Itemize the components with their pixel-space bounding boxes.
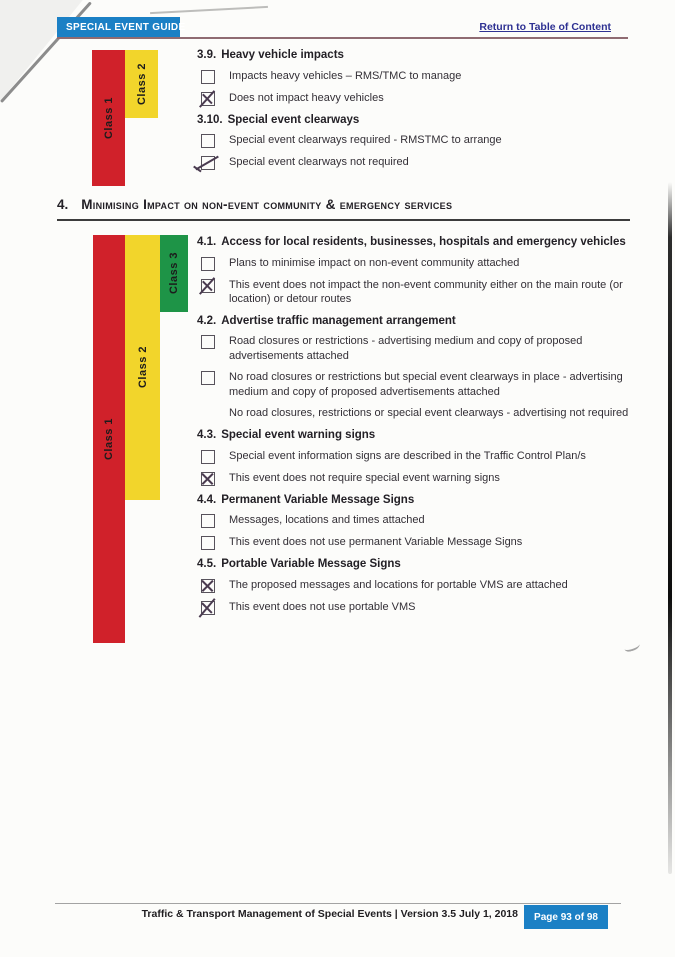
checklist-item-label: This event does not use permanent Variable Message Signs [229,536,523,548]
section-4-title: Minimising Impact on non-event community & emergency services [81,197,453,212]
checklist-item [197,406,642,421]
checklist-block-4 [197,235,642,622]
subsection-title-4-3 [197,428,642,443]
section-4-heading [57,197,452,212]
page-number-badge [524,905,608,929]
checklist-item [197,278,642,307]
checklist-item-label: This event does not require special event warning signs [229,471,500,484]
checklist-item [197,155,637,170]
header-guide-badge [57,17,186,38]
subsection-label: Permanent Variable Message Signs [221,493,415,506]
subsection-number: 4.2. [197,314,217,327]
class3-bar [160,235,188,312]
checklist-item-label: Plans to minimise impact on non-event community attached [229,256,520,269]
footer-rule [55,903,621,904]
checklist-item-label: Special event clearways not required [229,156,409,168]
checklist-item [197,69,637,84]
checklist-item-label: No road closures or restrictions but special event clearways in place - advertising medium and copy of proposed advertisements attached [229,371,623,398]
checkbox[interactable] [201,450,215,464]
checklist-block-3 [197,48,637,177]
checkbox[interactable] [201,371,215,385]
subsection-label: Portable Variable Message Signs [221,558,401,570]
checklist-item [197,535,642,550]
checklist-item-label: Special event information signs are described in the Traffic Control Plan/s [229,449,586,462]
checklist-item-label: Does not impact heavy vehicles [229,91,384,104]
class1-bar-label: Class 1 [102,96,115,140]
checklist-item-label: The proposed messages and locations for portable VMS are attached [229,578,568,591]
subsection-title-4-4 [197,493,642,508]
checklist-item [197,91,637,106]
subsection-title-4-5 [197,557,642,572]
subsection-label: Special event warning signs [221,429,376,441]
subsection-label: Heavy vehicle impacts [221,49,344,61]
scan-artifact-mark [623,640,641,653]
class1-bar [93,235,125,643]
page-number-label: Page 93 of 98 [534,911,598,923]
checkbox[interactable] [201,579,215,593]
class2-bar [125,235,160,500]
checkbox[interactable] [201,279,215,293]
subsection-title-4-2 [197,314,642,329]
subsection-number: 4.3. [197,429,217,441]
subsection-number: 3.9. [197,49,217,61]
checkbox[interactable] [201,536,215,550]
subsection-number: 4.4. [197,493,217,506]
checklist-item [197,334,642,363]
checklist-item [197,513,642,528]
section-4-underline [57,219,630,221]
subsection-title-3-10 [197,113,637,128]
checklist-item-label: Special event clearways required - RMSTMC to arrange [229,134,502,146]
checkbox[interactable] [201,156,215,170]
subsection-title-3-9 [197,48,637,63]
checkbox[interactable] [201,70,215,84]
checklist-item [197,256,642,271]
class1-bar-label: Class 1 [103,417,115,461]
class2-bar-label: Class 2 [135,62,148,106]
checklist-item [197,471,642,486]
checkbox[interactable] [201,257,215,271]
checkbox-placeholder [201,407,215,421]
footer-document-title: Traffic & Transport Management of Special Events | Version 3.5 July 1, 2018 [141,908,518,920]
checklist-item-label: This event does not impact the non-event community either on the main route (or location) or detour routes [229,278,623,305]
checklist-item [197,133,637,148]
checklist-item-label: Road closures or restrictions - advertising medium and copy of proposed advertisements attached [229,335,583,362]
subsection-number: 4.5. [197,558,217,570]
checklist-item-label: This event does not use portable VMS [229,600,416,613]
checkbox[interactable] [201,92,215,106]
subsection-label: Access for local residents, businesses, hospitals and emergency vehicles [221,236,626,248]
checkbox[interactable] [201,601,215,615]
header-rule [57,37,628,39]
checklist-item-label: No road closures, restrictions or special event clearways - advertising not required [229,407,629,419]
subsection-number: 4.1. [197,236,217,248]
checklist-item-label: Impacts heavy vehicles – RMS/TMC to manage [229,69,462,82]
class2-bar-label: Class 2 [136,346,149,389]
subsection-title-4-1 [197,235,642,250]
class2-bar [125,50,158,118]
checkbox[interactable] [201,134,215,148]
checklist-item [197,370,642,399]
subsection-number: 3.10. [197,113,223,126]
subsection-label: Advertise traffic management arrangement [221,314,456,327]
checklist-item [197,449,642,464]
checkbox[interactable] [201,335,215,349]
class3-bar-label: Class 3 [168,252,180,295]
checkbox[interactable] [201,514,215,528]
checkbox[interactable] [201,472,215,486]
return-to-toc-link[interactable]: Return to Table of Content [479,21,611,33]
checklist-item [197,578,642,593]
scan-right-edge-shadow [668,182,672,874]
subsection-label: Special event clearways [227,113,360,126]
class1-bar [92,50,125,186]
checklist-item [197,600,642,615]
scan-top-edge-artifact [150,6,268,14]
header-guide-badge-label: SPECIAL EVENT GUIDE [66,22,186,33]
section-4-number: 4. [57,197,69,212]
checklist-item-label: Messages, locations and times attached [229,514,425,526]
